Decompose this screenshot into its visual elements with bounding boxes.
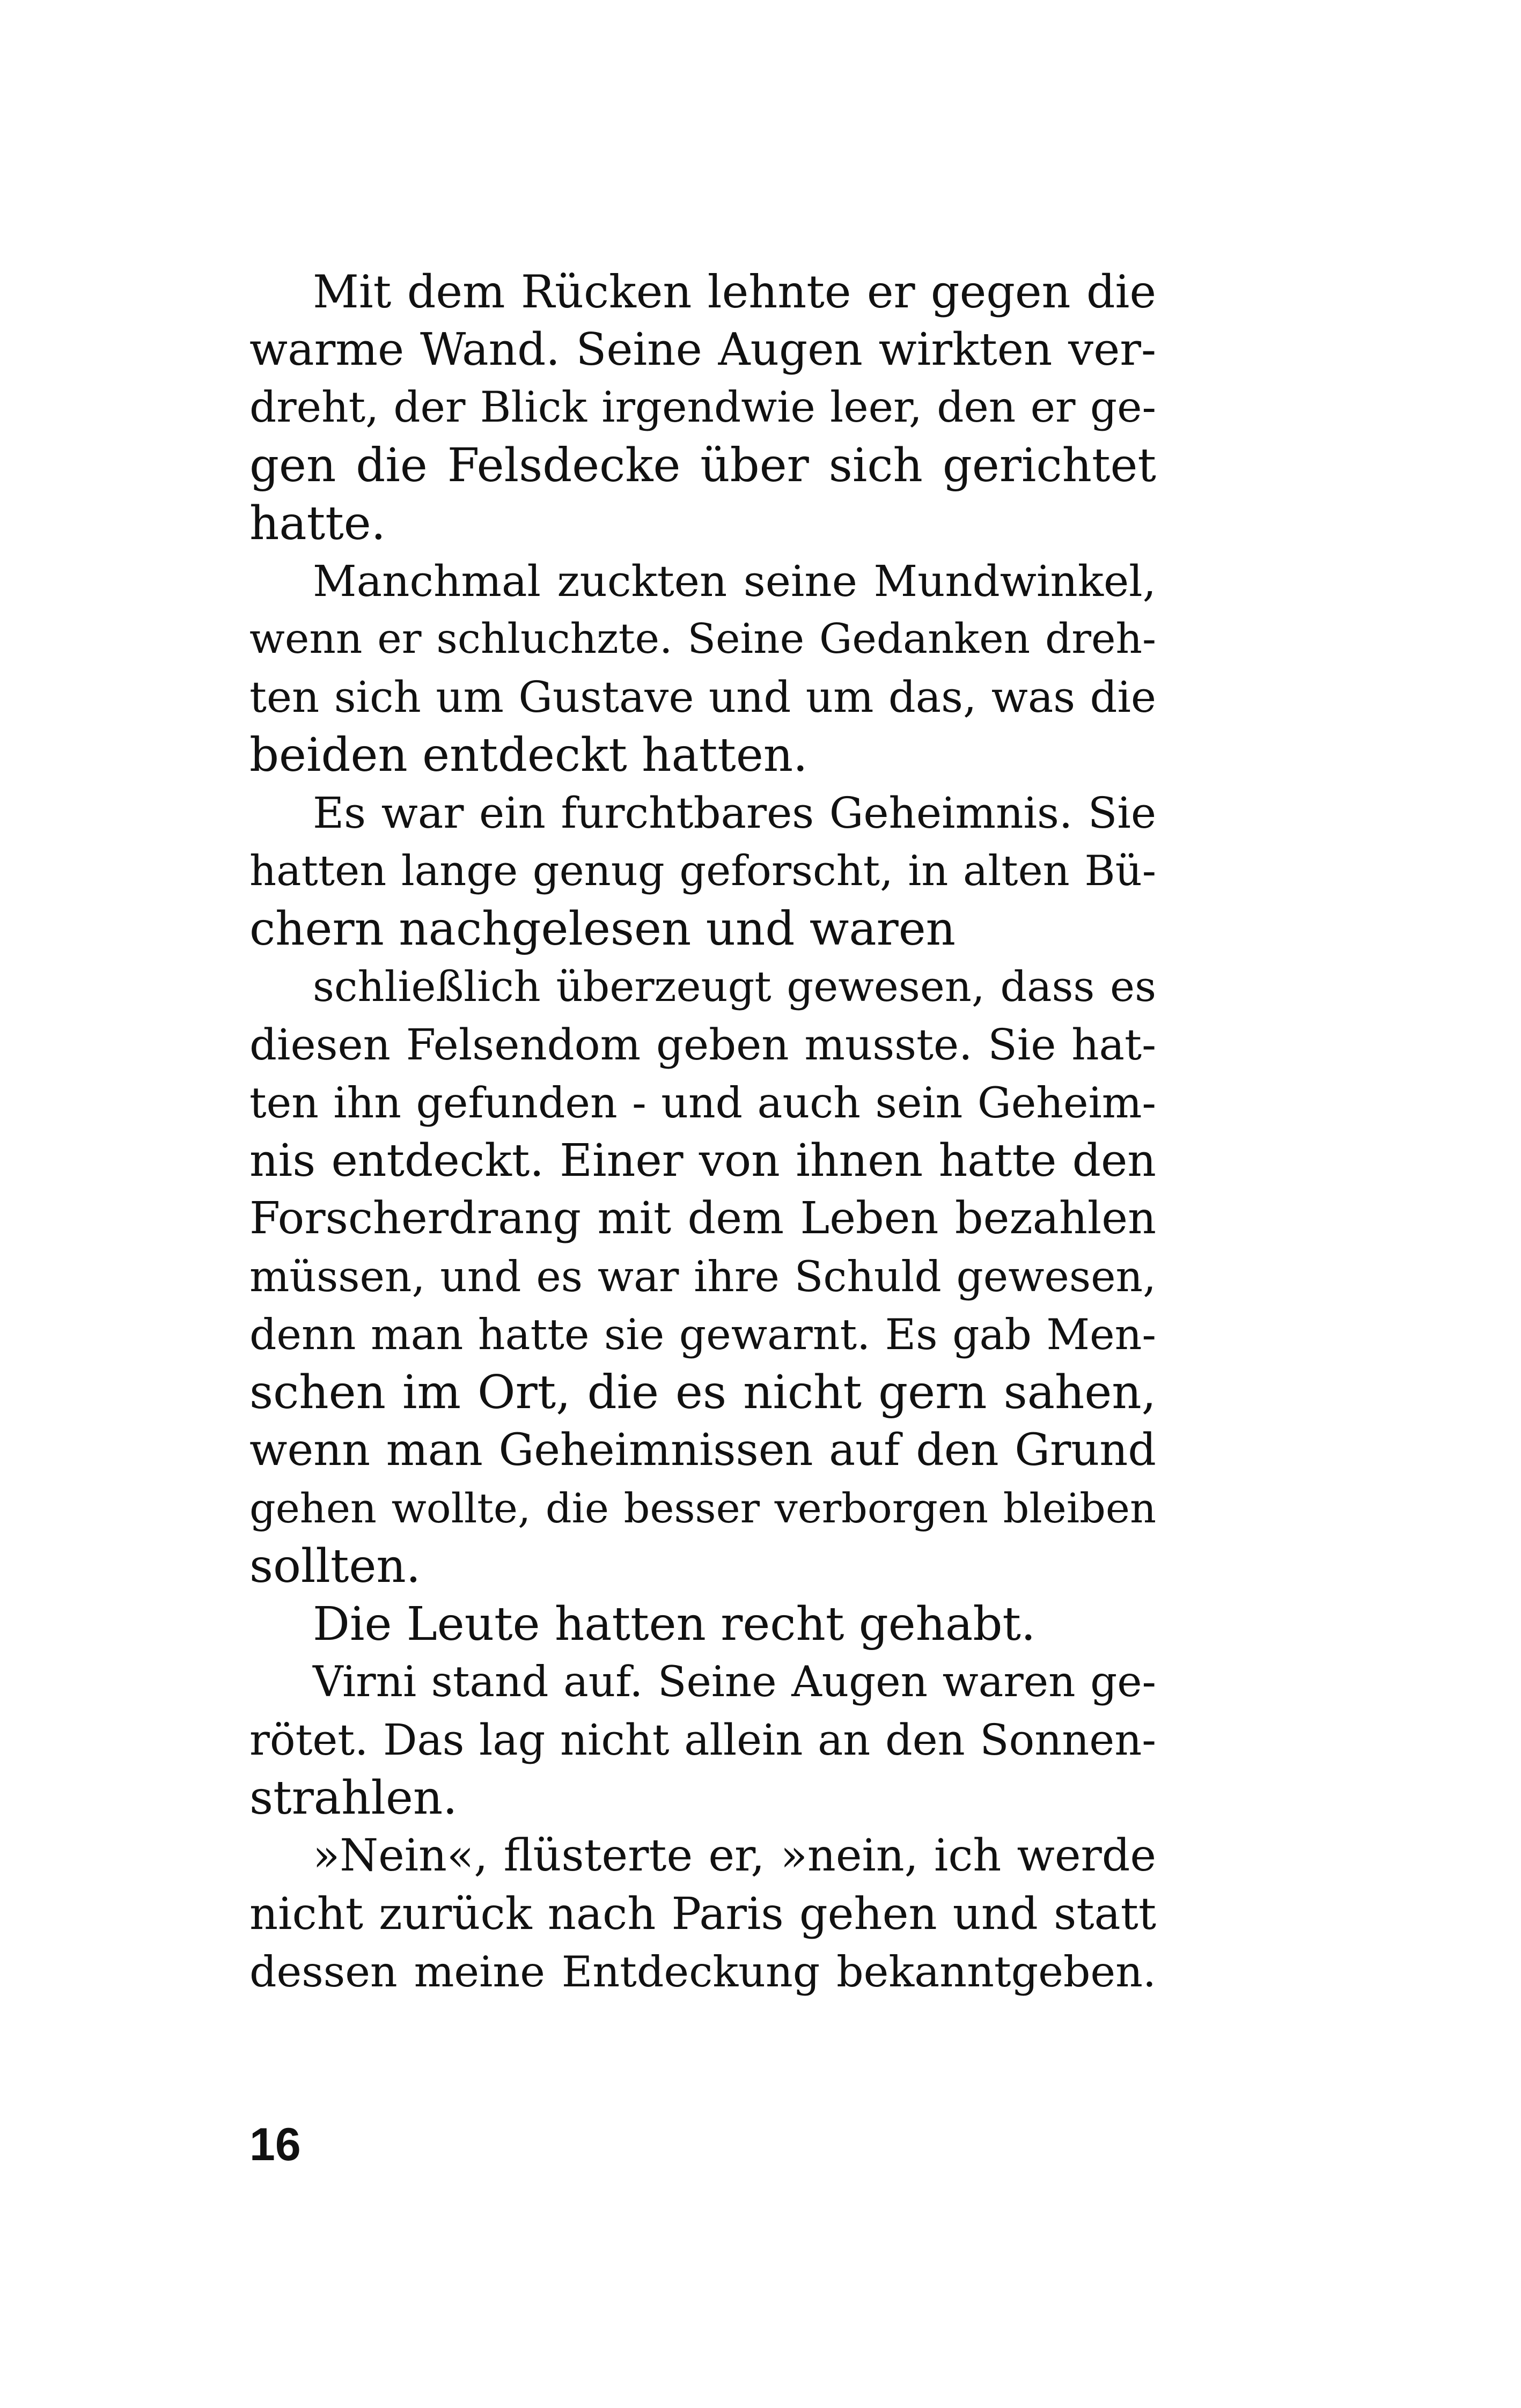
text-line: sollten. [249,1540,421,1593]
text-line: ten sich um Gustave und um das, was die [249,672,1156,722]
text-line: ten ihn gefunden - und auch sein Geheim- [249,1078,1156,1128]
text-line: Virni stand auf. Seine Augen waren ge- [313,1658,1156,1706]
text-line: schen im Ort, die es nicht gern sahen, [249,1366,1156,1419]
text-line: warme Wand. Seine Augen wirkten ver- [249,323,1156,375]
text-line: nicht zurück nach Paris gehen und statt [249,1888,1156,1940]
text-line: wenn er schluchzte. Seine Gedanken dreh- [249,615,1156,663]
text-line: dessen meine Entdeckung bekanntgeben. [249,1947,1156,1997]
text-line: gehen wollte, die besser verborgen bleiben [249,1484,1156,1532]
text-line: müssen, und es war ihre Schuld gewesen, [249,1252,1156,1301]
text-line: dreht, der Blick irgendwie leer, den er ge- [249,383,1156,432]
text-line: strahlen. [249,1771,458,1825]
text-line: Manchmal zuckten seine Mundwinkel, [313,556,1156,606]
text-line: rötet. Das lag nicht allein an den Sonnen- [249,1715,1156,1765]
text-line: hatte. [249,497,386,550]
text-line: Die Leute hatten recht gehabt. [313,1597,1036,1651]
text-line: nis entdeckt. Einer von ihnen hatte den [249,1135,1156,1187]
text-line: beiden entdeckt hatten. [249,728,808,782]
body-text [249,263,1156,2001]
text-line: hatten lange genug geforscht, in alten Bü- [249,847,1156,895]
text-line: wenn man Geheimnissen auf den Grund [249,1425,1156,1476]
text-line: gen die Felsdecke über sich gerichtet [249,439,1156,492]
page-number: 16 [249,2119,301,2170]
text-line: Es war ein furchtbares Geheimnis. Sie [313,788,1156,838]
text-line: diesen Felsendom geben musste. Sie hat- [249,1020,1156,1070]
text-line: denn man hatte sie gewarnt. Es gab Men- [249,1310,1156,1359]
text-line: schließlich überzeugt gewesen, dass es [313,963,1156,1011]
text-line: Mit dem Rücken lehnte er gegen die [313,266,1156,318]
text-line: Forscherdrang mit dem Leben bezahlen [249,1193,1156,1244]
text-line: chern nachgelesen und waren [249,902,956,956]
text-line: »Nein«, flüsterte er, »nein, ich werde [313,1830,1156,1881]
